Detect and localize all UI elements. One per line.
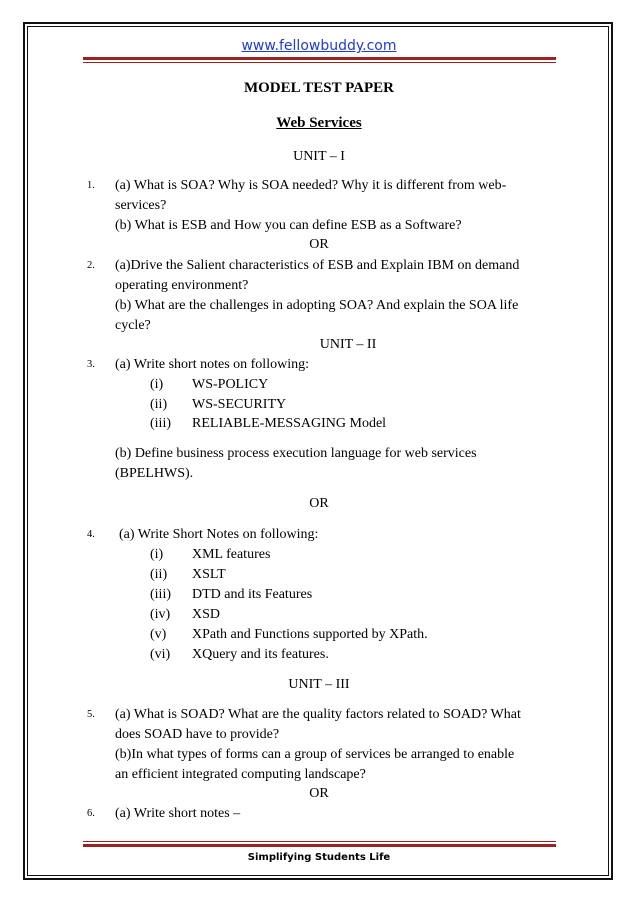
question-text: an efficient integrated computing landscape? xyxy=(115,767,366,782)
subject-heading: Web Services xyxy=(276,115,362,131)
list-item-marker: (vi) xyxy=(150,647,171,662)
or-separator: OR xyxy=(309,496,329,511)
list-item-marker: (iii) xyxy=(150,587,171,602)
list-item: XML features xyxy=(192,547,271,562)
question-number: 3. xyxy=(87,359,95,370)
question-text: does SOAD have to provide? xyxy=(115,727,280,742)
page-title: MODEL TEST PAPER xyxy=(243,80,395,96)
question-text: (b)In what types of forms can a group of services be arranged to enable xyxy=(115,747,515,762)
header-rule-thin xyxy=(83,62,556,63)
question-text: (b) Define business process execution language for web services xyxy=(115,446,477,461)
unit-heading: UNIT – II xyxy=(319,337,377,352)
list-item-marker: (ii) xyxy=(150,567,168,582)
footer-tagline: Simplifying Students Life xyxy=(247,852,391,863)
question-number: 2. xyxy=(87,260,95,271)
list-item-marker: (i) xyxy=(150,547,164,562)
question-number: 1. xyxy=(87,180,95,191)
question-text: (b) What is ESB and How you can define ESB as a Software? xyxy=(115,218,462,233)
question-text: (a) Write Short Notes on following: xyxy=(119,527,319,542)
list-item-marker: (iii) xyxy=(150,416,171,431)
list-item: RELIABLE-MESSAGING Model xyxy=(192,416,387,431)
question-text: cycle? xyxy=(115,318,151,333)
header-rule-thick xyxy=(83,57,556,60)
list-item-marker: (ii) xyxy=(150,397,168,412)
question-text: (a) What is SOA? Why is SOA needed? Why it is different from web- xyxy=(115,178,507,193)
list-item-marker: (i) xyxy=(150,377,164,392)
list-item: WS-POLICY xyxy=(192,377,269,392)
or-separator: OR xyxy=(309,237,329,252)
or-separator: OR xyxy=(309,786,329,801)
question-number: 6. xyxy=(87,808,95,819)
list-item: XSD xyxy=(192,607,221,622)
list-item-marker: (v) xyxy=(150,627,167,642)
footer-rule-thick xyxy=(83,844,556,847)
unit-heading: UNIT – III xyxy=(288,677,350,692)
question-text: services? xyxy=(115,198,167,213)
question-text: (b) What are the challenges in adopting SOA? And explain the SOA life xyxy=(115,298,519,313)
question-number: 4. xyxy=(87,529,95,540)
website-link[interactable]: www.fellowbuddy.com xyxy=(241,38,397,54)
list-item: WS-SECURITY xyxy=(192,397,287,412)
question-text: (a) Write short notes – xyxy=(115,806,241,821)
question-number: 5. xyxy=(87,709,95,720)
unit-heading: UNIT – I xyxy=(293,149,345,164)
footer-rule-thin xyxy=(83,841,556,842)
list-item: DTD and its Features xyxy=(192,587,313,602)
question-text: (a) Write short notes on following: xyxy=(115,357,309,372)
question-text: operating environment? xyxy=(115,278,249,293)
question-text: (a)Drive the Salient characteristics of ESB and Explain IBM on demand xyxy=(115,258,520,273)
list-item: XQuery and its features. xyxy=(192,647,329,662)
list-item: XPath and Functions supported by XPath. xyxy=(192,627,428,642)
list-item: XSLT xyxy=(192,567,226,582)
question-text: (a) What is SOAD? What are the quality factors related to SOAD? What xyxy=(115,707,521,722)
question-text: (BPELHWS). xyxy=(115,466,194,481)
list-item-marker: (iv) xyxy=(150,607,171,622)
